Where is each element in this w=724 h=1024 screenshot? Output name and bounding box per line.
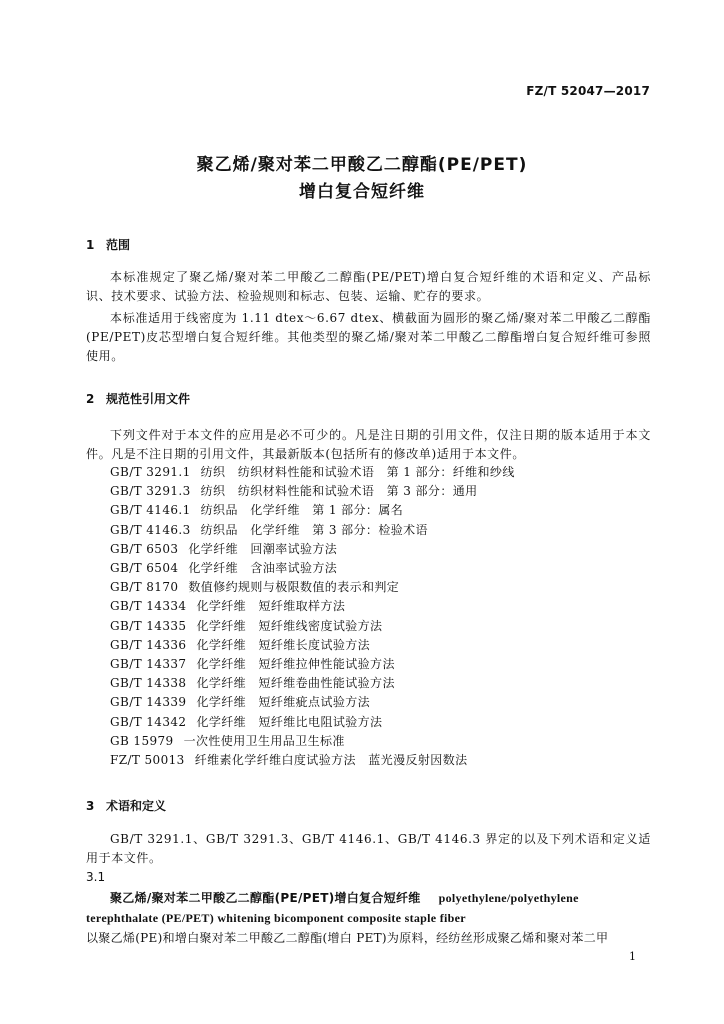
reference-item	[110, 674, 515, 693]
reference-code: GB/T 14334	[110, 599, 187, 614]
reference-code: GB/T 3291.3	[110, 484, 191, 499]
reference-title: 化学纤维 短纤维长度试验方法	[196, 637, 371, 652]
section-title: 范围	[106, 238, 131, 252]
reference-code: GB/T 4146.1	[110, 503, 191, 518]
section-1-paragraph-1: 本标准规定了聚乙烯/聚对苯二甲酸乙二醇酯(PE/PET)增白复合短纤维的术语和定义、产品标识、技术要求、试验方法、检验规则和标志、包装、运输、贮存的要求。	[86, 270, 651, 303]
reference-code: GB/T 14338	[110, 676, 187, 691]
reference-item	[110, 713, 515, 732]
term-english: polyethylene/polyethylene terephthalate (PE/PET) whitening bicomponent composite staple fiber	[86, 891, 579, 925]
reference-title: 纺织 纺织材料性能和试验术语 第 1 部分：纤维和纱线	[200, 465, 515, 479]
section-2-paragraph-1: 下列文件对于本文件的应用是必不可少的。凡是注日期的引用文件，仅注日期的版本适用于本文件。凡是不注日期的引用文件，其最新版本(包括所有的修改单)适用于本文件。	[86, 428, 651, 461]
document-title-line2: 增白复合短纤维	[299, 182, 425, 202]
reference-title: 化学纤维 回潮率试验方法	[188, 541, 338, 556]
section-number: 2	[86, 392, 95, 406]
section-2-heading	[86, 390, 190, 407]
standard-number: FZ/T 52047—2017	[526, 84, 650, 98]
section-1-heading	[86, 236, 130, 253]
term-definition: 以聚乙烯(PE)和增白聚对苯二甲酸乙二醇酯(增白 PET)为原料，经纺丝形成聚乙烯和聚对苯二甲	[86, 931, 609, 945]
reference-code: GB/T 4146.3	[110, 522, 191, 537]
document-title-line1: 聚乙烯/聚对苯二甲酸乙二醇酯(PE/PET)	[196, 155, 528, 175]
page-number: 1	[629, 950, 636, 963]
reference-code: GB/T 14342	[110, 714, 187, 729]
reference-title: 数值修约规则与极限数值的表示和判定	[188, 580, 400, 595]
reference-code: GB/T 14337	[110, 657, 187, 672]
reference-code: FZ/T 50013	[110, 753, 185, 768]
reference-item	[110, 559, 515, 578]
reference-item	[110, 521, 515, 540]
reference-code: GB/T 6504	[110, 561, 179, 576]
reference-item	[110, 540, 515, 559]
section-number: 3	[86, 799, 95, 813]
reference-code: GB/T 14336	[110, 637, 187, 652]
reference-title: 纺织 纺织材料性能和试验术语 第 3 部分：通用	[200, 484, 478, 499]
section-title: 规范性引用文件	[106, 392, 191, 406]
reference-title: 化学纤维 短纤维线密度试验方法	[196, 618, 383, 633]
reference-item	[110, 501, 515, 520]
term-entry	[86, 888, 651, 948]
reference-code: GB/T 14339	[110, 695, 187, 710]
reference-item	[110, 636, 515, 655]
normative-reference-list	[110, 463, 515, 770]
section-1-paragraph-2: 本标准适用于线密度为 1.11 dtex～6.67 dtex、横截面为圆形的聚乙烯/聚对苯二甲酸乙二醇酯(PE/PET)皮芯型增白复合短纤维。其他类型的聚乙烯/聚对苯二甲酸乙二醇酯增白复合短纤维可参照使用。	[86, 311, 651, 363]
section-number: 1	[86, 238, 95, 252]
reference-title: 化学纤维 短纤维取样方法	[196, 599, 346, 614]
reference-item	[110, 655, 515, 674]
reference-title: 一次性使用卫生用品卫生标准	[183, 733, 345, 748]
clause-number: 3.1	[86, 870, 106, 884]
reference-item	[110, 617, 515, 636]
reference-code: GB/T 14335	[110, 618, 187, 633]
reference-title: 纺织品 化学纤维 第 3 部分：检验术语	[200, 522, 428, 537]
reference-item	[110, 693, 515, 712]
reference-code: GB/T 8170	[110, 580, 179, 595]
reference-title: 化学纤维 含油率试验方法	[188, 561, 338, 576]
reference-item	[110, 751, 515, 770]
reference-item	[110, 463, 515, 482]
term-chinese: 聚乙烯/聚对苯二甲酸乙二醇酯(PE/PET)增白复合短纤维	[110, 891, 421, 905]
reference-title: 纤维素化学纤维白度试验方法 蓝光漫反射因数法	[194, 753, 468, 768]
section-3-paragraph-1: GB/T 3291.1、GB/T 3291.3、GB/T 4146.1、GB/T 4146.3 界定的以及下列术语和定义适用于本文件。	[86, 832, 651, 865]
reference-title: 化学纤维 短纤维拉伸性能试验方法	[196, 657, 395, 672]
reference-code: GB/T 3291.1	[110, 465, 191, 479]
reference-item	[110, 732, 515, 751]
reference-title: 化学纤维 短纤维比电阻试验方法	[196, 714, 383, 729]
reference-title: 化学纤维 短纤维疵点试验方法	[196, 695, 371, 710]
reference-item	[110, 578, 515, 597]
reference-title: 化学纤维 短纤维卷曲性能试验方法	[196, 676, 395, 691]
reference-item	[110, 597, 515, 616]
reference-code: GB 15979	[110, 733, 174, 748]
section-title: 术语和定义	[106, 799, 167, 813]
reference-title: 纺织品 化学纤维 第 1 部分：属名	[200, 503, 404, 518]
reference-item	[110, 482, 515, 501]
reference-code: GB/T 6503	[110, 541, 179, 556]
section-3-heading	[86, 797, 166, 814]
